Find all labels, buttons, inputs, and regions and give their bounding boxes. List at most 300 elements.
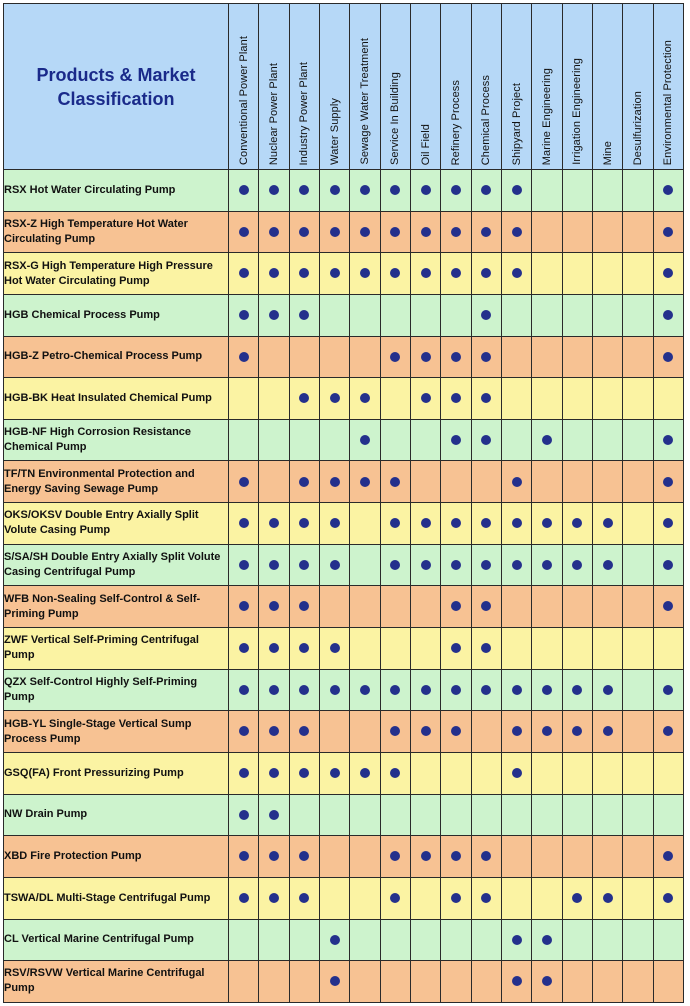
matrix-cell bbox=[259, 628, 289, 670]
applicable-dot-icon bbox=[542, 435, 552, 445]
matrix-cell bbox=[411, 461, 441, 503]
matrix-cell bbox=[532, 586, 562, 628]
applicable-dot-icon bbox=[421, 518, 431, 528]
matrix-cell bbox=[532, 503, 562, 545]
applicable-dot-icon bbox=[421, 393, 431, 403]
matrix-cell bbox=[289, 170, 319, 212]
matrix-cell bbox=[502, 419, 532, 461]
table-row bbox=[4, 628, 684, 670]
applicable-dot-icon bbox=[572, 518, 582, 528]
matrix-cell bbox=[229, 503, 259, 545]
matrix-cell bbox=[593, 586, 623, 628]
column-header bbox=[259, 4, 289, 170]
applicable-dot-icon bbox=[269, 268, 279, 278]
product-name: RSX-G High Temperature High Pressure Hot Water Circulating Pump bbox=[4, 253, 229, 295]
matrix-cell bbox=[229, 669, 259, 711]
matrix-cell bbox=[411, 544, 441, 586]
matrix-cell bbox=[380, 170, 410, 212]
applicable-dot-icon bbox=[299, 768, 309, 778]
applicable-dot-icon bbox=[330, 268, 340, 278]
matrix-cell bbox=[441, 794, 471, 836]
product-name: HGB-YL Single-Stage Vertical Sump Process Pump bbox=[4, 711, 229, 753]
applicable-dot-icon bbox=[239, 560, 249, 570]
matrix-cell bbox=[441, 170, 471, 212]
matrix-cell bbox=[471, 211, 501, 253]
applicable-dot-icon bbox=[330, 477, 340, 487]
matrix-cell bbox=[532, 170, 562, 212]
applicable-dot-icon bbox=[330, 685, 340, 695]
matrix-cell bbox=[259, 836, 289, 878]
matrix-cell bbox=[623, 170, 653, 212]
matrix-cell bbox=[411, 503, 441, 545]
matrix-cell bbox=[411, 170, 441, 212]
applicable-dot-icon bbox=[542, 976, 552, 986]
matrix-cell bbox=[562, 378, 592, 420]
matrix-cell bbox=[350, 669, 380, 711]
matrix-cell bbox=[350, 503, 380, 545]
matrix-cell bbox=[229, 752, 259, 794]
table-row bbox=[4, 919, 684, 961]
matrix-cell bbox=[532, 919, 562, 961]
column-header bbox=[441, 4, 471, 170]
applicable-dot-icon bbox=[603, 560, 613, 570]
product-name: HGB-NF High Corrosion Resistance Chemical Pump bbox=[4, 419, 229, 461]
applicable-dot-icon bbox=[269, 601, 279, 611]
table-body bbox=[4, 170, 684, 1003]
applicable-dot-icon bbox=[481, 185, 491, 195]
matrix-cell bbox=[350, 336, 380, 378]
matrix-cell bbox=[320, 211, 350, 253]
matrix-cell bbox=[471, 336, 501, 378]
matrix-cell bbox=[532, 961, 562, 1003]
matrix-cell bbox=[289, 586, 319, 628]
applicable-dot-icon bbox=[330, 518, 340, 528]
column-header-label: Desulfurization bbox=[632, 90, 645, 165]
matrix-cell bbox=[441, 877, 471, 919]
matrix-cell bbox=[289, 836, 319, 878]
applicable-dot-icon bbox=[269, 893, 279, 903]
applicable-dot-icon bbox=[512, 768, 522, 778]
applicable-dot-icon bbox=[299, 185, 309, 195]
matrix-cell bbox=[229, 961, 259, 1003]
matrix-cell bbox=[471, 836, 501, 878]
matrix-cell bbox=[350, 544, 380, 586]
matrix-cell bbox=[229, 919, 259, 961]
product-name: QZX Self-Control Highly Self-Priming Pump bbox=[4, 669, 229, 711]
matrix-cell bbox=[593, 669, 623, 711]
applicable-dot-icon bbox=[390, 518, 400, 528]
matrix-cell bbox=[623, 752, 653, 794]
matrix-cell bbox=[593, 794, 623, 836]
matrix-cell bbox=[229, 544, 259, 586]
applicable-dot-icon bbox=[603, 726, 613, 736]
matrix-cell bbox=[502, 503, 532, 545]
applicable-dot-icon bbox=[330, 185, 340, 195]
matrix-cell bbox=[411, 794, 441, 836]
matrix-cell bbox=[471, 461, 501, 503]
matrix-cell bbox=[502, 586, 532, 628]
product-name: WFB Non-Sealing Self-Control & Self-Priming Pump bbox=[4, 586, 229, 628]
matrix-cell bbox=[411, 419, 441, 461]
matrix-cell bbox=[320, 170, 350, 212]
applicable-dot-icon bbox=[390, 851, 400, 861]
product-name: HGB-Z Petro-Chemical Process Pump bbox=[4, 336, 229, 378]
matrix-cell bbox=[502, 628, 532, 670]
table-row bbox=[4, 378, 684, 420]
applicable-dot-icon bbox=[269, 227, 279, 237]
applicable-dot-icon bbox=[451, 518, 461, 528]
matrix-cell bbox=[502, 877, 532, 919]
applicable-dot-icon bbox=[390, 893, 400, 903]
column-header bbox=[653, 4, 683, 170]
applicable-dot-icon bbox=[239, 768, 249, 778]
table-row bbox=[4, 170, 684, 212]
matrix-cell bbox=[259, 378, 289, 420]
applicable-dot-icon bbox=[572, 685, 582, 695]
applicable-dot-icon bbox=[239, 643, 249, 653]
applicable-dot-icon bbox=[603, 893, 613, 903]
matrix-cell bbox=[532, 836, 562, 878]
applicable-dot-icon bbox=[451, 893, 461, 903]
applicable-dot-icon bbox=[663, 893, 673, 903]
matrix-cell bbox=[441, 253, 471, 295]
applicable-dot-icon bbox=[330, 976, 340, 986]
column-header-label: Nuclear Power Plant bbox=[268, 62, 281, 165]
applicable-dot-icon bbox=[390, 726, 400, 736]
matrix-cell bbox=[471, 586, 501, 628]
matrix-cell bbox=[653, 211, 683, 253]
matrix-cell bbox=[593, 419, 623, 461]
matrix-cell bbox=[471, 669, 501, 711]
product-name: NW Drain Pump bbox=[4, 794, 229, 836]
table-row bbox=[4, 669, 684, 711]
matrix-cell bbox=[532, 877, 562, 919]
applicable-dot-icon bbox=[421, 352, 431, 362]
column-header bbox=[411, 4, 441, 170]
matrix-cell bbox=[350, 752, 380, 794]
matrix-cell bbox=[350, 836, 380, 878]
matrix-cell bbox=[320, 628, 350, 670]
matrix-cell bbox=[502, 669, 532, 711]
applicable-dot-icon bbox=[572, 726, 582, 736]
matrix-cell bbox=[623, 378, 653, 420]
applicable-dot-icon bbox=[299, 518, 309, 528]
matrix-cell bbox=[259, 336, 289, 378]
applicable-dot-icon bbox=[390, 477, 400, 487]
applicable-dot-icon bbox=[663, 726, 673, 736]
applicable-dot-icon bbox=[239, 893, 249, 903]
applicable-dot-icon bbox=[299, 601, 309, 611]
matrix-cell bbox=[320, 711, 350, 753]
matrix-cell bbox=[562, 628, 592, 670]
matrix-cell bbox=[229, 794, 259, 836]
matrix-cell bbox=[259, 461, 289, 503]
applicable-dot-icon bbox=[299, 227, 309, 237]
matrix-cell bbox=[502, 544, 532, 586]
header-row bbox=[4, 4, 684, 170]
matrix-cell bbox=[380, 919, 410, 961]
applicable-dot-icon bbox=[512, 726, 522, 736]
matrix-cell bbox=[471, 503, 501, 545]
applicable-dot-icon bbox=[512, 560, 522, 570]
matrix-cell bbox=[411, 586, 441, 628]
table-row bbox=[4, 836, 684, 878]
applicable-dot-icon bbox=[451, 352, 461, 362]
matrix-cell bbox=[471, 253, 501, 295]
applicable-dot-icon bbox=[481, 851, 491, 861]
matrix-cell bbox=[532, 378, 562, 420]
column-header-label: Chemical Process bbox=[480, 74, 493, 165]
applicable-dot-icon bbox=[542, 726, 552, 736]
matrix-cell bbox=[411, 961, 441, 1003]
matrix-cell bbox=[471, 544, 501, 586]
matrix-cell bbox=[380, 628, 410, 670]
applicable-dot-icon bbox=[269, 185, 279, 195]
applicable-dot-icon bbox=[269, 518, 279, 528]
applicable-dot-icon bbox=[360, 185, 370, 195]
matrix-cell bbox=[229, 711, 259, 753]
applicable-dot-icon bbox=[451, 685, 461, 695]
matrix-cell bbox=[471, 419, 501, 461]
applicable-dot-icon bbox=[663, 352, 673, 362]
table-row bbox=[4, 544, 684, 586]
applicable-dot-icon bbox=[481, 435, 491, 445]
matrix-cell bbox=[289, 628, 319, 670]
product-name: ZWF Vertical Self-Priming Centrifugal Pump bbox=[4, 628, 229, 670]
applicable-dot-icon bbox=[269, 685, 279, 695]
matrix-cell bbox=[471, 294, 501, 336]
matrix-cell bbox=[320, 669, 350, 711]
applicable-dot-icon bbox=[512, 935, 522, 945]
column-header bbox=[320, 4, 350, 170]
matrix-cell bbox=[259, 669, 289, 711]
applicable-dot-icon bbox=[663, 601, 673, 611]
applicable-dot-icon bbox=[481, 560, 491, 570]
applicable-dot-icon bbox=[481, 227, 491, 237]
matrix-cell bbox=[562, 503, 592, 545]
applicable-dot-icon bbox=[603, 518, 613, 528]
matrix-cell bbox=[411, 628, 441, 670]
column-header-label: Irrigation Engineering bbox=[571, 58, 584, 165]
matrix-cell bbox=[593, 877, 623, 919]
matrix-cell bbox=[532, 752, 562, 794]
matrix-cell bbox=[411, 253, 441, 295]
applicable-dot-icon bbox=[451, 601, 461, 611]
product-name: CL Vertical Marine Centrifugal Pump bbox=[4, 919, 229, 961]
column-header-label: Mine bbox=[601, 140, 614, 165]
matrix-cell bbox=[471, 794, 501, 836]
matrix-cell bbox=[289, 378, 319, 420]
matrix-cell bbox=[441, 919, 471, 961]
applicable-dot-icon bbox=[390, 560, 400, 570]
matrix-cell bbox=[653, 919, 683, 961]
applicable-dot-icon bbox=[330, 643, 340, 653]
matrix-cell bbox=[532, 544, 562, 586]
applicable-dot-icon bbox=[239, 268, 249, 278]
matrix-cell bbox=[289, 294, 319, 336]
column-header-label: Environmental Protection bbox=[662, 39, 675, 165]
matrix-cell bbox=[259, 544, 289, 586]
product-name: RSV/RSVW Vertical Marine Centrifugal Pump bbox=[4, 961, 229, 1003]
applicable-dot-icon bbox=[481, 685, 491, 695]
matrix-cell bbox=[623, 628, 653, 670]
applicable-dot-icon bbox=[481, 352, 491, 362]
applicable-dot-icon bbox=[269, 810, 279, 820]
matrix-cell bbox=[350, 378, 380, 420]
matrix-cell bbox=[350, 961, 380, 1003]
applicable-dot-icon bbox=[299, 893, 309, 903]
product-name: S/SA/SH Double Entry Axially Split Volute Casing Centrifugal Pump bbox=[4, 544, 229, 586]
matrix-cell bbox=[471, 711, 501, 753]
matrix-cell bbox=[471, 752, 501, 794]
matrix-cell bbox=[380, 503, 410, 545]
matrix-cell bbox=[380, 378, 410, 420]
applicable-dot-icon bbox=[360, 435, 370, 445]
matrix-cell bbox=[562, 961, 592, 1003]
column-header-label: Oil Field bbox=[419, 123, 432, 165]
matrix-cell bbox=[532, 461, 562, 503]
applicable-dot-icon bbox=[360, 477, 370, 487]
applicable-dot-icon bbox=[390, 227, 400, 237]
applicable-dot-icon bbox=[421, 685, 431, 695]
matrix-cell bbox=[593, 711, 623, 753]
applicable-dot-icon bbox=[421, 227, 431, 237]
matrix-cell bbox=[411, 836, 441, 878]
matrix-cell bbox=[562, 711, 592, 753]
matrix-cell bbox=[229, 628, 259, 670]
matrix-cell bbox=[350, 919, 380, 961]
matrix-cell bbox=[441, 752, 471, 794]
applicable-dot-icon bbox=[542, 935, 552, 945]
column-header bbox=[350, 4, 380, 170]
matrix-cell bbox=[289, 794, 319, 836]
matrix-cell bbox=[289, 711, 319, 753]
product-name: TF/TN Environmental Protection and Energy Saving Sewage Pump bbox=[4, 461, 229, 503]
column-header-label: Conventional Power Plant bbox=[237, 36, 250, 165]
matrix-cell bbox=[380, 419, 410, 461]
matrix-cell bbox=[441, 669, 471, 711]
applicable-dot-icon bbox=[481, 268, 491, 278]
matrix-cell bbox=[562, 794, 592, 836]
applicable-dot-icon bbox=[390, 685, 400, 695]
matrix-cell bbox=[259, 419, 289, 461]
applicable-dot-icon bbox=[481, 643, 491, 653]
matrix-cell bbox=[320, 961, 350, 1003]
column-header bbox=[380, 4, 410, 170]
matrix-cell bbox=[289, 419, 319, 461]
applicable-dot-icon bbox=[239, 518, 249, 528]
applicable-dot-icon bbox=[239, 810, 249, 820]
applicable-dot-icon bbox=[239, 726, 249, 736]
matrix-cell bbox=[653, 877, 683, 919]
applicable-dot-icon bbox=[299, 560, 309, 570]
product-name: RSX Hot Water Circulating Pump bbox=[4, 170, 229, 212]
column-header bbox=[532, 4, 562, 170]
matrix-cell bbox=[471, 919, 501, 961]
matrix-cell bbox=[259, 253, 289, 295]
applicable-dot-icon bbox=[512, 185, 522, 195]
applicable-dot-icon bbox=[542, 560, 552, 570]
column-header-label: Sewage Water Treatment bbox=[359, 38, 372, 165]
matrix-cell bbox=[623, 211, 653, 253]
matrix-cell bbox=[441, 836, 471, 878]
applicable-dot-icon bbox=[451, 560, 461, 570]
matrix-cell bbox=[411, 711, 441, 753]
matrix-cell bbox=[653, 419, 683, 461]
matrix-cell bbox=[411, 294, 441, 336]
applicable-dot-icon bbox=[239, 601, 249, 611]
column-header-label: Shipyard Project bbox=[510, 82, 523, 165]
matrix-cell bbox=[229, 211, 259, 253]
matrix-cell bbox=[411, 378, 441, 420]
applicable-dot-icon bbox=[572, 893, 582, 903]
matrix-cell bbox=[411, 669, 441, 711]
applicable-dot-icon bbox=[481, 601, 491, 611]
matrix-cell bbox=[289, 503, 319, 545]
matrix-cell bbox=[653, 253, 683, 295]
product-name: HGB Chemical Process Pump bbox=[4, 294, 229, 336]
matrix-cell bbox=[289, 919, 319, 961]
matrix-cell bbox=[562, 919, 592, 961]
matrix-cell bbox=[350, 628, 380, 670]
matrix-cell bbox=[350, 586, 380, 628]
applicable-dot-icon bbox=[451, 435, 461, 445]
matrix-cell bbox=[380, 253, 410, 295]
matrix-cell bbox=[532, 294, 562, 336]
applicable-dot-icon bbox=[451, 185, 461, 195]
matrix-cell bbox=[441, 294, 471, 336]
applicable-dot-icon bbox=[360, 768, 370, 778]
applicable-dot-icon bbox=[330, 393, 340, 403]
matrix-cell bbox=[593, 919, 623, 961]
product-name: RSX-Z High Temperature Hot Water Circulating Pump bbox=[4, 211, 229, 253]
applicable-dot-icon bbox=[512, 268, 522, 278]
matrix-cell bbox=[441, 378, 471, 420]
matrix-cell bbox=[289, 752, 319, 794]
matrix-cell bbox=[502, 336, 532, 378]
matrix-cell bbox=[593, 961, 623, 1003]
applicable-dot-icon bbox=[299, 851, 309, 861]
matrix-cell bbox=[623, 544, 653, 586]
matrix-cell bbox=[562, 669, 592, 711]
column-header-label: Refinery Process bbox=[450, 79, 463, 165]
matrix-cell bbox=[502, 919, 532, 961]
applicable-dot-icon bbox=[330, 935, 340, 945]
applicable-dot-icon bbox=[269, 643, 279, 653]
matrix-cell bbox=[350, 170, 380, 212]
applicable-dot-icon bbox=[330, 560, 340, 570]
matrix-cell bbox=[532, 628, 562, 670]
matrix-cell bbox=[502, 461, 532, 503]
matrix-cell bbox=[229, 877, 259, 919]
matrix-cell bbox=[593, 211, 623, 253]
matrix-cell bbox=[259, 170, 289, 212]
applicable-dot-icon bbox=[663, 477, 673, 487]
matrix-cell bbox=[320, 294, 350, 336]
matrix-cell bbox=[593, 294, 623, 336]
applicable-dot-icon bbox=[390, 352, 400, 362]
matrix-cell bbox=[289, 461, 319, 503]
applicable-dot-icon bbox=[603, 685, 613, 695]
applicable-dot-icon bbox=[269, 560, 279, 570]
matrix-cell bbox=[562, 170, 592, 212]
matrix-cell bbox=[562, 211, 592, 253]
matrix-cell bbox=[623, 461, 653, 503]
applicable-dot-icon bbox=[239, 685, 249, 695]
matrix-cell bbox=[502, 794, 532, 836]
applicable-dot-icon bbox=[481, 893, 491, 903]
matrix-cell bbox=[441, 336, 471, 378]
